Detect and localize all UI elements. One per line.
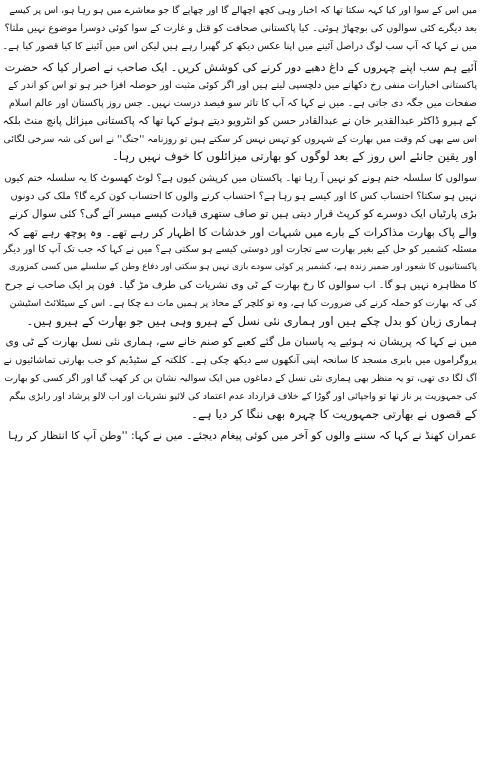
paragraph-1 <box>3 2 477 55</box>
text-line: بعد دیگرے کئی سوالوں کی بوچھاڑ ہوئی۔ کیا پاکستانی صحافت کو قتل و غارت کے سوا کوئی دوسرا موضوع نہیں ملتا؟ <box>4 22 477 34</box>
paragraph-3 <box>3 170 477 330</box>
text-line: والے پاک بھارت مذاکرات کے بارے میں شبہات اور خدشات کا اظہار کر رہے تھے۔ وہ پوچھ رہے تھے کہ <box>7 225 477 239</box>
text-line: آئیے ہم سب اپنے چہروں کے داغ دھبے دور کرنے کی کوشش کریں۔ ایک صاحب نے اصرار کیا کہ حضرت <box>4 61 477 75</box>
text-line: عمران کھنڈ نے کہا کہ سننے والوں کو آخر میں کوئی پیغام دیجئے۔ میں نے کہا: ''وطن آپ کا انتظار کر رہا <box>8 429 477 443</box>
paragraph-2 <box>3 59 477 166</box>
text-line: کی جمہوریت پر ناز تھا تو واجپائی اور گوڑا کے خلاف قرارداد عدم اعتماد کی لائیو نشریات اور اب لالو پرشاد اور رابڑی بیگم <box>9 390 477 402</box>
paragraph-5 <box>3 427 477 445</box>
text-line: مسئلہ کشمیر کو حل کیے بغیر بھارت سے تجارت اور دوستی کیسے ہو سکتی ہے؟ میں نے کہا کہ جب تک آپ کا اور دیگر <box>3 244 477 256</box>
text-line: اور یقین جانئے اس روز کے بعد لوگوں کو بھارتی میزائلوں کا خوف نہیں رہا۔ <box>112 149 477 164</box>
text-line: کی کہ بھارت کو حملہ کرنے کی ضرورت کیا ہے، وہ تو کلچر کے محاذ پر ہمیں مات دے چکا ہے۔ اس کے سیٹلائٹ اسٹیشن <box>9 297 477 309</box>
text-line: کے ہیرو ڈاکٹر عبدالقدیر خان نے عبدالقادر حسن کو انٹرویو دیتے ہوئے کہا تھا کہ پاکستانی میزائل پانچ منٹ بلکہ <box>3 114 477 127</box>
text-line: صفحات میں جگہ دی جاتی ہے۔ میں نے کہا کہ آپ کا تاثر سو فیصد درست نہیں۔ جس روز پاکستان اور عالم اسلام <box>8 97 477 109</box>
text-line: میں نے کہا کہ آپ سب لوگ دراصل آئینے میں اپنا عکس دیکھ کر گھبرا رہے ہیں لیکن اس میں آئینے کا کیا قصور کیا ہے۔ <box>3 40 477 52</box>
text-line: کا مظاہرہ نہیں ہو گا۔ اب سوالوں کا رخ بھارت کے ٹی وی نشریات کی طرف مڑ گیا۔ فون پر ایک صاحب نے جرح <box>4 279 477 291</box>
text-line: نہیں ہو سکتا؟ احتساب کس کا اور کیسے ہو رہا ہے؟ احتساب کرنے والوں کا احتساب کون کرے گا؟ ملک کی دونوں <box>10 190 477 202</box>
text-line: اس سے بھی کم وقت میں بھارت کے شہروں کو تہس نہس کر سکتے ہیں تو روزنامہ ''جنگ'' نے اس کی شہ سرخی لگائی <box>3 133 477 145</box>
paragraph-4 <box>3 334 477 423</box>
text-line: ہماری زبان کو بدل چکے ہیں اور ہماری نئی نسل کے ہیرو وہی ہیں جو بھارت کے ہیرو ہیں۔ <box>26 313 477 328</box>
text-line: پاکستانیوں کا شعور اور ضمیر زندہ ہے، کشمیر پر کوئی سودے بازی نہیں ہو سکتی اور دفاع وطن کے سلسلے میں کسی کمزوری <box>8 262 477 273</box>
text-line: بڑی پارٹیاں ایک دوسرے کو کرپٹ قرار دیتی ہیں تو صاف ستھری قیادت کیسے میسر آئے گی؟ کئی سوال کرنے <box>8 207 477 220</box>
text-line: آگ لگا دی تھی، تو یہ منظر بھی ہماری نئی نسل کے دماغوں میں ایک سوالیہ نشان بن کر کھب گیا اور اگر کسی کو بھارت <box>4 372 477 384</box>
text-line: پروگراموں میں بابری مسجد کا سانحہ اپنی آنکھوں سے دیکھ چکی ہے۔ کلکتہ کے سٹیڈیم کو جب بھارتی تماشائیوں نے <box>3 355 477 367</box>
text-line: کے قصوں نے بھارتی جمہوریت کا چہرہ بھی ننگا کر دیا ہے۔ <box>191 406 477 421</box>
text-line: میں اس کے سوا اور کیا کہہ سکتا تھا کہ اخبار وہی کچھ اچھالے گا اور چھاپے گا جو معاشرے میں ہو رہا ہو، اس پر کیسے <box>9 5 477 16</box>
text-line: پاکستانی اخبارات منفی رخ دکھانے میں دلچسپی لیتے ہیں اور اگر کوئی مثبت اور حوصلہ افزا خبر ہو تو اس کو اندر کے <box>8 80 477 92</box>
text-line: سوالوں کا سلسلہ ختم ہونے کو نہیں آ رہا تھا۔ پاکستان میں کرپشن کیوں ہے؟ لوٹ کھسوٹ کا یہ سلسلہ ختم کیوں <box>4 173 477 185</box>
text-line: میں نے کہا کہ پریشان نہ ہوئیے یہ پاسبان مل گئے کعبے کو صنم خانے سے، ہماری نئی نسل بھارت کے ٹی وی <box>5 336 477 349</box>
